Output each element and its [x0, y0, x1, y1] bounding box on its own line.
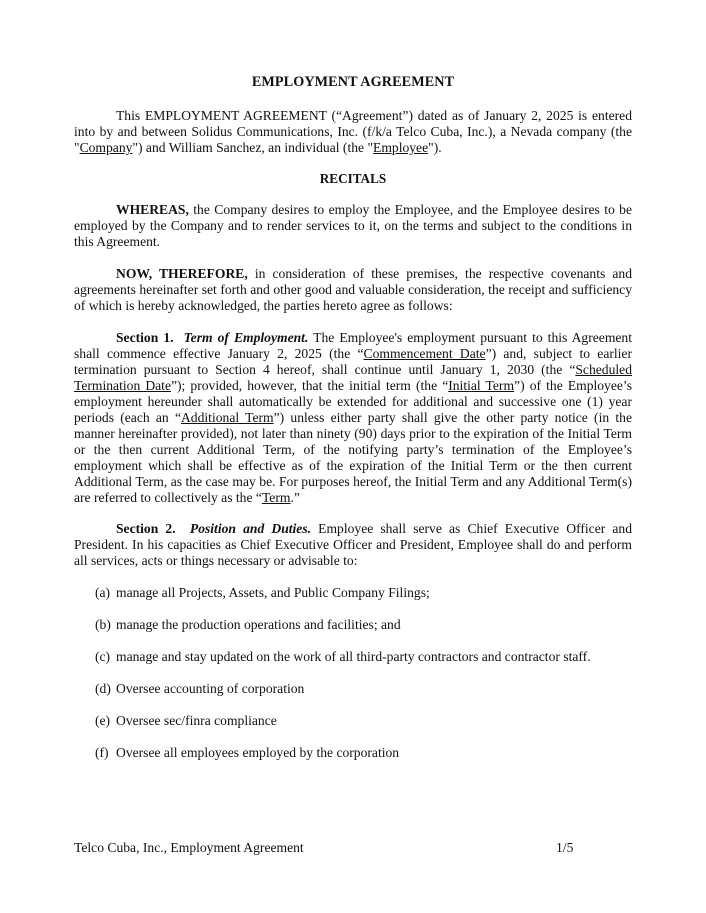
duty-label: (f) — [95, 745, 109, 760]
duty-text: Oversee sec/finra compliance — [116, 713, 277, 728]
duty-text: Oversee all employees employed by the corporation — [116, 745, 400, 760]
intro-text: "). — [428, 140, 442, 155]
defined-term-commencement-date: Commencement Date — [363, 346, 486, 361]
whereas-lead: WHEREAS, — [116, 202, 189, 217]
duty-label: (d) — [95, 681, 111, 696]
duty-label: (e) — [95, 713, 111, 728]
intro-text: ") and William Sanchez, an individual (the " — [132, 140, 374, 155]
duty-text: manage all Projects, Assets, and Public Company Filings; — [116, 585, 430, 600]
intro-text: This EMPLOYMENT AGREEMENT (“Agreement”) dated as of January 2, 2025 is entered into by and between Solidus Communications, Inc. (f/k/a Telco Cuba, Inc.), a Nevada company (the " — [74, 108, 632, 155]
duty-item — [95, 713, 277, 729]
section-2-title: Position and Duties. — [189, 521, 312, 536]
whereas-text: the Company desires to employ the Employee, and the Employee desires to be employed by the Company and to render services to it, on the terms and subject to the conditions in this Agreement. — [74, 202, 632, 249]
section-1-text: The Employee's employment pursuant to this Agreement shall commence effective January 2, 2025 (the “ — [74, 330, 632, 361]
duty-item — [95, 585, 430, 601]
footer-document-name: Telco Cuba, Inc., Employment Agreement — [74, 840, 304, 855]
now-therefore-lead: NOW, THEREFORE, — [116, 266, 248, 281]
duty-item — [95, 745, 399, 761]
section-2-number: Section 2. — [116, 521, 176, 536]
section-1-number: Section 1. — [116, 330, 174, 345]
section-1-paragraph — [74, 330, 632, 506]
duty-label: (a) — [95, 585, 111, 600]
now-therefore-paragraph — [74, 266, 632, 314]
defined-term-additional-term: Additional Term — [180, 410, 274, 425]
duty-item — [95, 681, 304, 697]
defined-term-scheduled-termination-date: Scheduled Termination Date — [74, 362, 632, 393]
defined-term-employee: Employee — [373, 140, 429, 155]
document-title: EMPLOYMENT AGREEMENT — [251, 74, 455, 90]
whereas-paragraph — [74, 202, 632, 250]
section-1-text: .” — [290, 490, 300, 505]
section-1-text: ”) of the Employee’s employment hereunder shall automatically be extended for additional and successive one (1) year periods (each an “ — [74, 378, 632, 425]
duty-text: manage the production operations and facilities; and — [116, 617, 401, 632]
duty-text: manage and stay updated on the work of all third-party contractors and contractor staff. — [116, 649, 591, 664]
defined-term-company: Company — [79, 140, 133, 155]
section-2-paragraph — [74, 521, 632, 569]
duty-label: (b) — [95, 617, 111, 632]
duty-label: (c) — [95, 649, 111, 664]
intro-paragraph — [74, 108, 632, 156]
section-1-text: ”) and, subject to earlier termination pursuant to Section 4 hereof, shall continue until January 1, 2030 (the “ — [74, 346, 632, 377]
defined-term-initial-term: Initial Term — [448, 378, 515, 393]
duty-text: Oversee accounting of corporation — [116, 681, 305, 696]
section-1-title: Term of Employment. — [183, 330, 309, 345]
footer-page-number: 1/5 — [556, 840, 574, 855]
duty-item — [95, 649, 591, 665]
section-1-text: ”); provided, however, that the initial term (the “ — [171, 378, 449, 393]
section-1-text: ”) unless either party shall give the other party notice (in the manner hereinafter provided), not later than ninety (90) days prior to the expiration of the Initial Term or the then current Additional Term, of the notifying party’s termination of the Employee’s employment which shall be effective as of the expiration of the Initial Term or the then current Additional Term, as the case may be. For purposes hereof, the Initial Term and any Additional Term(s) are referred to collectively as the “ — [74, 410, 632, 505]
defined-term-term: Term — [261, 490, 291, 505]
now-therefore-text: in consideration of these premises, the respective covenants and agreements hereinafter set forth and other good and valuable consideration, the receipt and sufficiency of which is hereby acknowledged, the parties hereto agree as follows: — [74, 266, 632, 313]
recitals-heading: RECITALS — [319, 171, 387, 186]
duty-item — [95, 617, 401, 633]
section-2-text: Employee shall serve as Chief Executive Officer and President. In his capacities as Chief Executive Officer and President, Employee shall do and perform all services, acts or things necessary or advisable to: — [74, 521, 633, 568]
